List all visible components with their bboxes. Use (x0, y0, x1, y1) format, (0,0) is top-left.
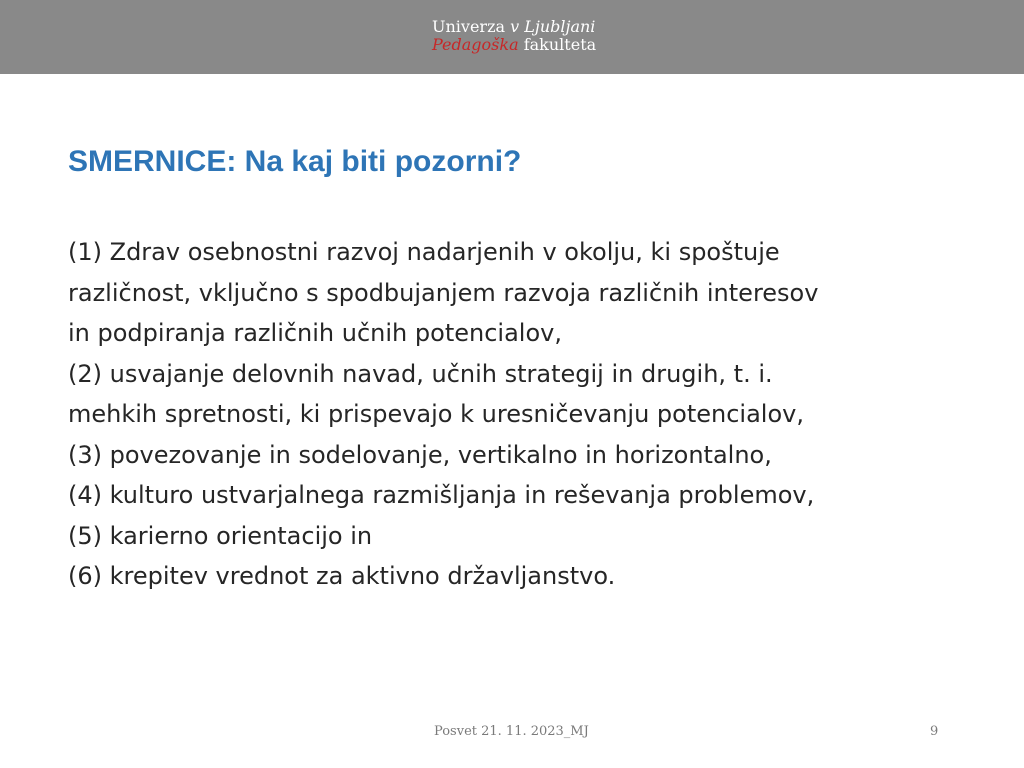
body-line: mehkih spretnosti, ki prispevajo k uresničevanju potencialov, (68, 400, 804, 428)
body-line: (4) kulturo ustvarjalnega razmišljanja in reševanja problemov, (68, 481, 815, 509)
body-line: različnost, vključno s spodbujanjem razvoja različnih interesov (68, 278, 819, 307)
slide-footer: Posvet 21. 11. 2023_MJ (434, 724, 589, 739)
body-line: (2) usvajanje delovnih navad, učnih strategij in drugih, t. i. (68, 359, 773, 388)
logo-line-1 (432, 18, 632, 36)
body-line: (1) Zdrav osebnostni razvoj nadarjenih v okolju, ki spoštuje (68, 238, 780, 266)
logo-pedagoska: Pedagoška (432, 35, 519, 54)
body-line: in podpiranja različnih učnih potencialov, (68, 319, 562, 347)
body-line: (5) karierno orientacijo in (68, 521, 373, 550)
page-number: 9 (930, 724, 939, 739)
logo-univerza: Univerza (432, 17, 506, 36)
body-line: (3) povezovanje in sodelovanje, vertikalno in horizontalno, (68, 440, 772, 469)
header-bar (0, 0, 1024, 74)
body-line: (6) krepitev vrednot za aktivno državljanstvo. (68, 562, 616, 590)
slide-body (68, 232, 968, 597)
logo-fakulteta: fakulteta (523, 35, 597, 54)
logo-line-2 (432, 36, 632, 54)
logo-v-ljubljani: v Ljubljani (510, 17, 596, 36)
slide-title: SMERNICE: Na kaj biti pozorni? (68, 145, 522, 178)
university-logo (432, 18, 632, 54)
